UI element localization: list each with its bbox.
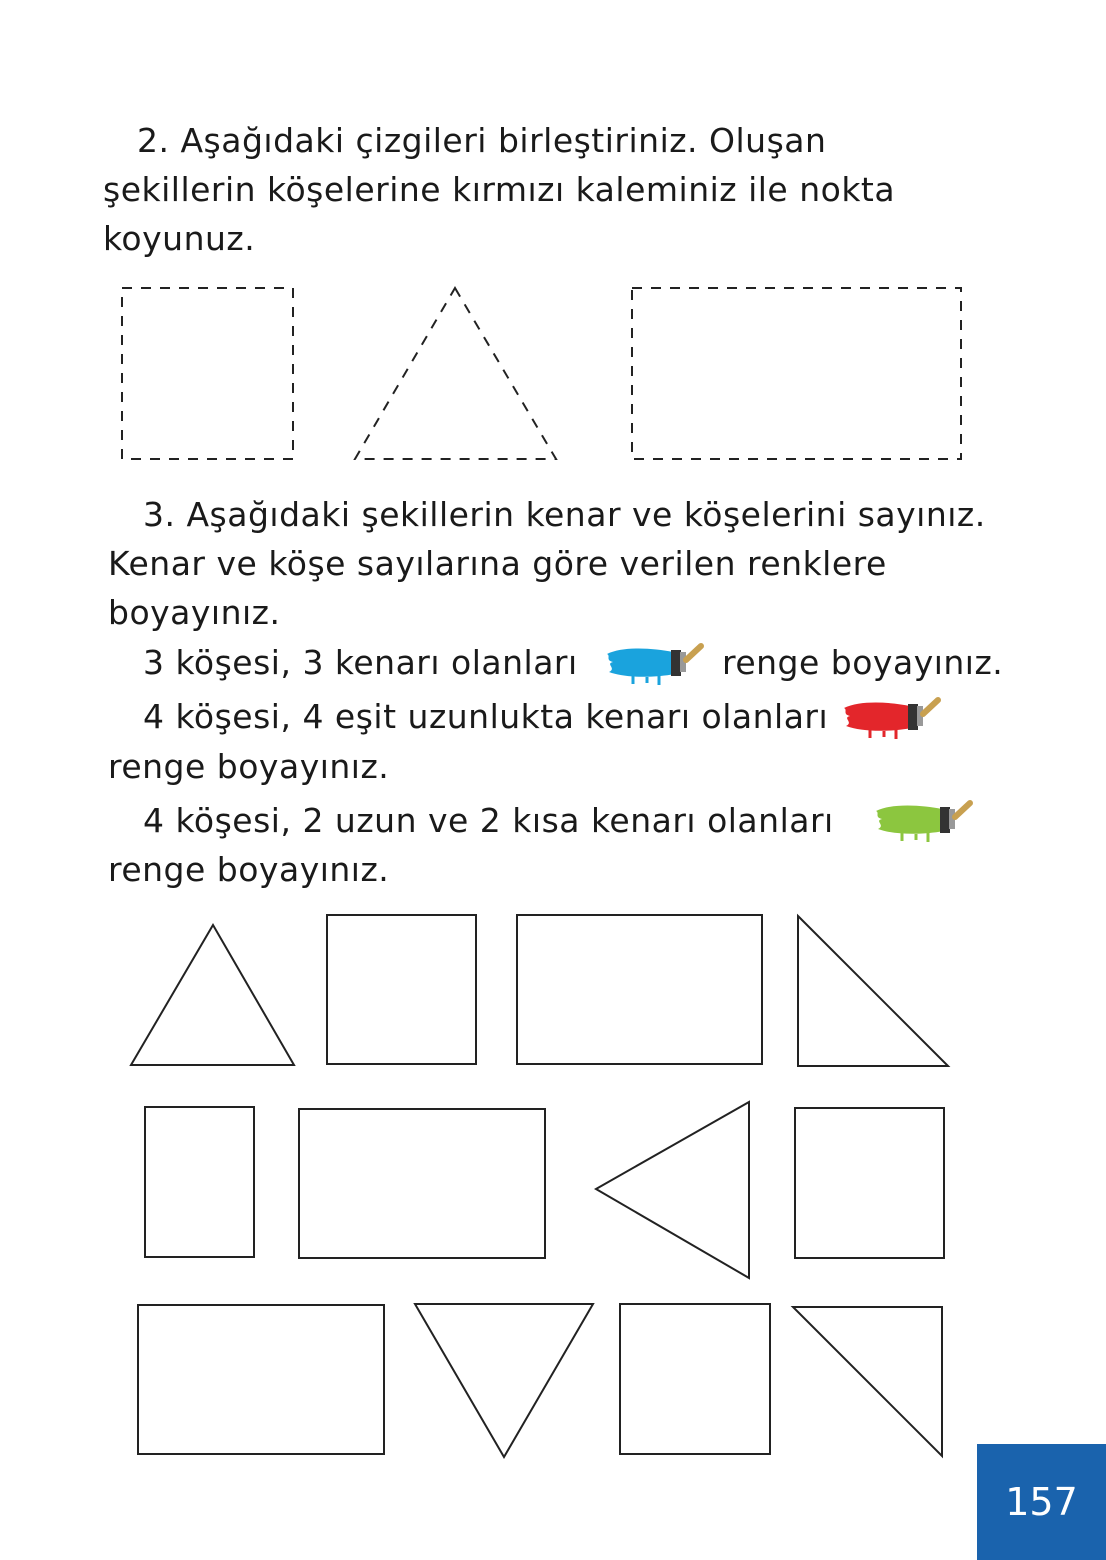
shape-square-3[interactable] [620,1304,770,1454]
rule-red [143,692,828,741]
rule-green [143,796,834,845]
page-number: 157 [1005,1480,1078,1524]
exercise-2-line-1: 2. Aşağıdaki çizgileri birleştiriniz. Oluşan [137,121,827,160]
rule-blue-text: 3 köşesi, 3 kenarı olanları [143,643,578,682]
rule-red-text: 4 köşesi, 4 eşit uzunlukta kenarı olanları [143,697,829,736]
shape-square-2[interactable] [795,1108,944,1258]
rule-blue [143,638,578,687]
shape-triangle-1[interactable] [131,925,294,1065]
dashed-triangle[interactable] [355,288,556,459]
shape-rectangle-2[interactable] [145,1107,254,1257]
shape-rectangle-4[interactable] [138,1305,384,1454]
red-paint-brush-icon [840,694,944,742]
exercise-3-line-3: boyayınız. [108,593,281,632]
shape-triangle-3[interactable] [415,1304,593,1457]
exercise-2-line-3: koyunuz. [103,219,256,258]
rule-green-text: 4 köşesi, 2 uzun ve 2 kısa kenarı olanları [143,801,834,840]
shape-triangle-2[interactable] [596,1102,749,1278]
rule-blue-after: renge boyayınız. [722,643,1004,682]
exercise-3-line-1: 3. Aşağıdaki şekillerin kenar ve köşelerini sayınız. [143,495,986,534]
shape-rectangle-3[interactable] [299,1109,545,1258]
exercise-3-text [108,490,986,637]
blue-paint-brush-icon [603,640,707,688]
shape-square-1[interactable] [327,915,476,1064]
dashed-square[interactable] [122,288,293,459]
green-paint-brush-icon [872,797,976,845]
page-number-box [977,1444,1106,1560]
exercise-2-line-2: şekillerin köşelerine kırmızı kaleminiz ile nokta [103,170,896,209]
rule-green-after: renge boyayınız. [108,850,390,889]
shape-right-triangle-2[interactable] [793,1307,942,1456]
exercise-3-line-2: Kenar ve köşe sayılarına göre verilen renklere [108,544,887,583]
shape-right-triangle-1[interactable] [798,916,948,1066]
rule-red-after: renge boyayınız. [108,747,390,786]
shape-rectangle-1[interactable] [517,915,762,1064]
dashed-rectangle[interactable] [632,288,961,459]
